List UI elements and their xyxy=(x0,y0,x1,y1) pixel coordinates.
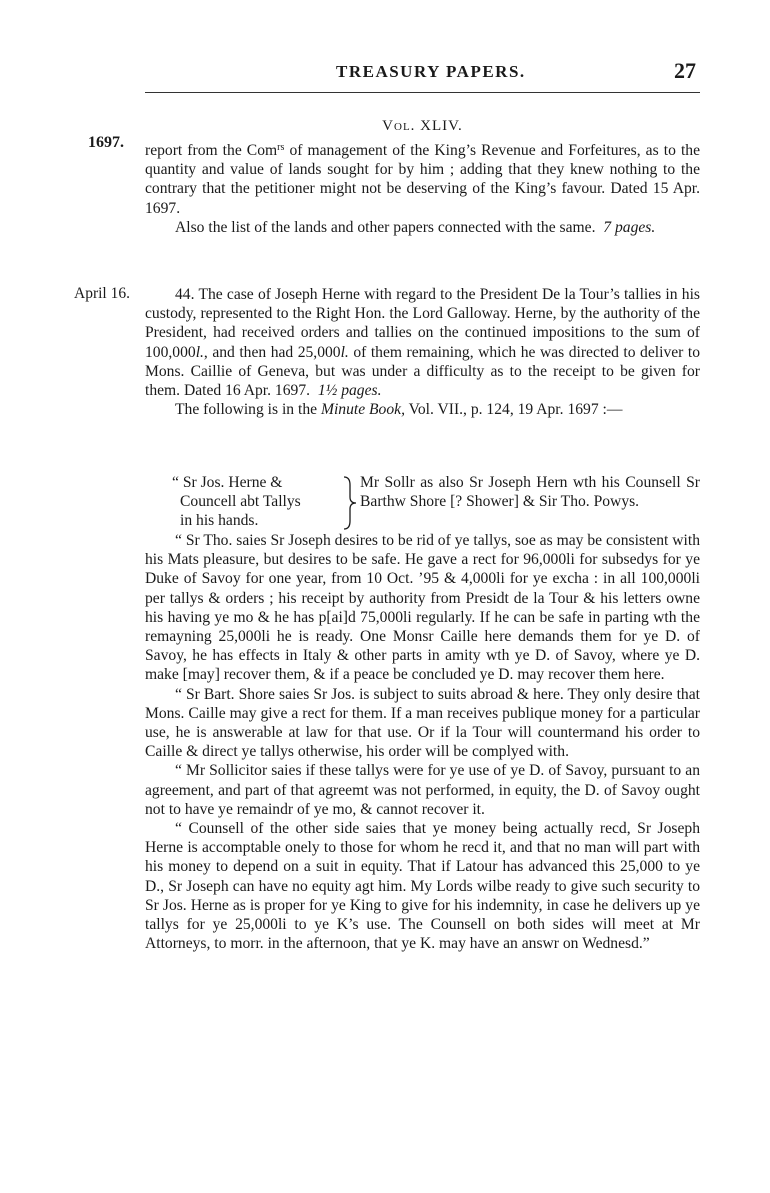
running-head xyxy=(0,58,770,90)
entry-44 xyxy=(145,285,700,419)
minute-paragraphs xyxy=(145,531,700,953)
page-number: 27 xyxy=(674,58,696,83)
entry-prev-text-2: of management of the King’s Revenue and Forfeitures, as to the quantity and value of lands sought for by him ; adding that they knew nothing to the contrary that the petitioner might not be deserving of the King’s favour. Dated 15 Apr. 1697. xyxy=(145,142,700,217)
header-rule xyxy=(145,92,700,93)
entry-prev-text: report from the Com xyxy=(145,142,278,159)
entry-number: 44. xyxy=(175,286,195,303)
margin-year: 1697. xyxy=(88,134,124,151)
volume-number: XLIV. xyxy=(420,118,463,134)
minute-book-title: Minute Book, xyxy=(320,401,405,419)
entry-prev-also: Also the list of the lands and other papers connected with the same. xyxy=(175,218,596,236)
following-b: Vol. VII., p. 124, 19 Apr. 1697 :— xyxy=(404,401,623,419)
brace-left-line: in his hands. xyxy=(180,512,259,530)
paragraph-1: “ Sr Tho. saies Sr Joseph desires to be rid of ye tallys, soe as may be consistent with his Mats pleasure, but desires to be safe. He gave a rect for 96,000li for subsedys for ye Duke of Savoy for one year, from 10 Oct. ’95 & 4,000li for ye excha : in all 100,000li per tallys & orders ; his receipt by authority from Presidt de la Tour & his letters owne his having ye mo & he has p[ai]d 75,000li regularly. If he can be safe in parting wth the remayning 25,000li he is ready. One Monsr Caille here demands them for ye D. of Savoy, he has effects in Italy & other parts in amity wth ye D. of Savoy, where ye D. make [may] recover them, & if a peace be concluded ye D. may recover them here. xyxy=(145,532,700,684)
entry-44-text-2: , and then had 25,000 xyxy=(203,343,341,361)
paragraph-2: “ Sr Bart. Shore saies Sr Jos. is subject to suits abroad & here. They only desire that Mons. Caille may give a rect for them. If a man receives publique money for a particular use, he is answerable at law for that use. Or if la Tour will countermand his order to Caille & direct ye tallys otherwise, his order will be complyed with. xyxy=(145,685,700,761)
paragraph-3: “ Mr Sollicitor saies if these tallys were for ye use of ye D. of Savoy, pursuant to an agreement, and part of that agreemt was not performed, in equity, the D. of Savoy ought not to have ye remaindr of ye mo, & cannot recover it. xyxy=(145,762,700,818)
paragraph-4: “ Counsell of the other side saies that ye money being actually recd, Sr Joseph Herne is accomptable onely to those for whom he recd it, and that no man will part with his money to depend on a suit in equity. That if Latour has advanced this 25,000 to ye D., Sr Joseph can have no equity agt him. My Lords wilbe ready to give such security to Sr Jos. Herne as is proper for ye King to give for his indemnity, in case he delivers up ye tallys for ye 25,000li to ye K’s use. The Counsell on both sides will meet at Mr Attorneys, to morr. in the afternoon, that ye K. may have an answr on Wednesd.” xyxy=(145,820,700,953)
pound-l-1: l. xyxy=(195,343,204,361)
entry-previous xyxy=(145,141,700,237)
entry-44-text: The case of Joseph Herne with regard to the President De la Tour’s tallies in his custody, represented to the Right Hon. the Lord Galloway. Herne, by the authority of the President, had received orders and tallies on the continued impositions to the sum of 100,000 xyxy=(145,286,700,361)
brace-left-text xyxy=(172,473,348,531)
following-a: The following is in the xyxy=(175,401,321,419)
pound-l-2: l. xyxy=(340,343,349,361)
entry-44-text-3: of them remaining, which he was directed to deliver to Mons. Caillie of Geneva, but was under a difficulty as to the receipt to be given for them. Dated 16 Apr. 1697. xyxy=(145,343,700,400)
volume-heading xyxy=(145,118,700,135)
margin-date: April 16. xyxy=(74,285,130,302)
brace-left-line: “ Sr Jos. Herne & xyxy=(172,474,283,491)
running-title: TREASURY PAPERS. xyxy=(336,62,526,81)
brace-left-line: Councell abt Tallys xyxy=(180,493,301,511)
entry-44-pages: 1½ pages. xyxy=(317,382,382,400)
sup-rs: rs xyxy=(277,142,285,153)
volume-prefix: Vol. xyxy=(382,118,416,134)
curly-brace-icon xyxy=(342,475,358,531)
entry-prev-pages: 7 pages. xyxy=(603,218,656,236)
brace-right-text: Mr Sollr as also Sr Joseph Hern wth his Counsell Sr Barthw Shore [? Shower] & Sir Tho. Powys. xyxy=(360,474,700,511)
